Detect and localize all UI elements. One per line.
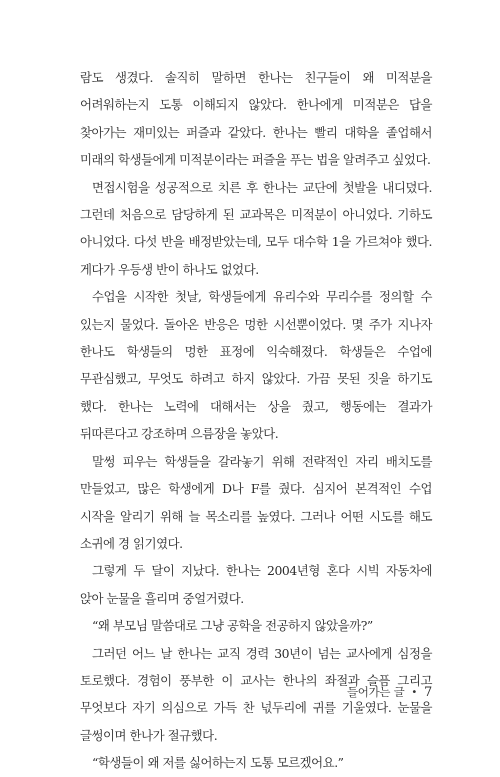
body-text — [80, 64, 432, 777]
paragraph-5: 그렇게 두 달이 지났다. 한나는 2004년형 혼다 시빅 자동차에 앉아 눈물을 흘리며 중얼거렸다. — [80, 563, 432, 606]
paragraph-3: 수업을 시작한 첫날, 학생들에게 유리수와 무리수를 정의할 수 있는지 물었다. 돌아온 반응은 멍한 시선뿐이었다. 몇 주가 지나자 한나도 학생들의 멍한 표정에 익숙해졌다. 학생들은 수업에 무관심했고, 무엇도 하려고 하지 않았다. 가끔 못된 짓을 하기도 했다. 한나는 노력에 대해서는 상을 줬고, 행동에는 결과가 뒤따른다고 강조하며 으름장을 놓았다. — [80, 289, 432, 442]
paragraph-8-quote: “학생들이 왜 저를 싫어하는지 도통 모르겠어요.” — [92, 755, 344, 771]
paragraph-6-quote: “왜 부모님 말씀대로 그냥 공학을 전공하지 않았을까?” — [92, 618, 373, 634]
paragraph-2: 면접시험을 성공적으로 치른 후 한나는 교단에 첫발을 내디뎠다. 그런데 처음으로 담당하게 된 교과목은 미적분이 아니었다. 기하도 아니었다. 다섯 반을 배정받았는데, 모두 대수학 1을 가르쳐야 했다. 게다가 우등생 반이 하나도 없었다. — [80, 179, 432, 277]
page-footer — [0, 684, 432, 700]
paragraph-7: 그러던 어느 날 한나는 교직 경력 30년이 넘는 교사에게 심정을 토로했다. 경험이 풍부한 이 교사는 한나의 좌절과 슬픔 그리고 무엇보다 자기 의심으로 가득 찬 넋두리에 귀를 기울였다. 눈물을 글썽이며 한나가 절규했다. — [80, 645, 432, 743]
paragraph-4: 말썽 피우는 학생들을 갈라놓기 위해 전략적인 자리 배치도를 만들었고, 많은 학생에게 D나 F를 줬다. 심지어 본격적인 수업 시작을 알리기 위해 늘 목소리를 높였다. 그러나 어떤 시도를 해도 소귀에 경 읽기였다. — [80, 453, 432, 551]
running-section-title: 들어가는 글 — [347, 685, 405, 699]
paragraph-1: 람도 생겼다. 솔직히 말하면 한나는 친구들이 왜 미적분을 어려워하는지 도통 이해되지 않았다. 한나에게 미적분은 답을 찾아가는 재미있는 퍼즐과 같았다. 한나는 빨리 대학을 졸업해서 미래의 학생들에게 미적분이라는 퍼즐을 푸는 법을 알려주고 싶었다. — [80, 70, 432, 168]
footer-bullet: • — [411, 687, 418, 698]
page-number: 7 — [424, 685, 432, 700]
